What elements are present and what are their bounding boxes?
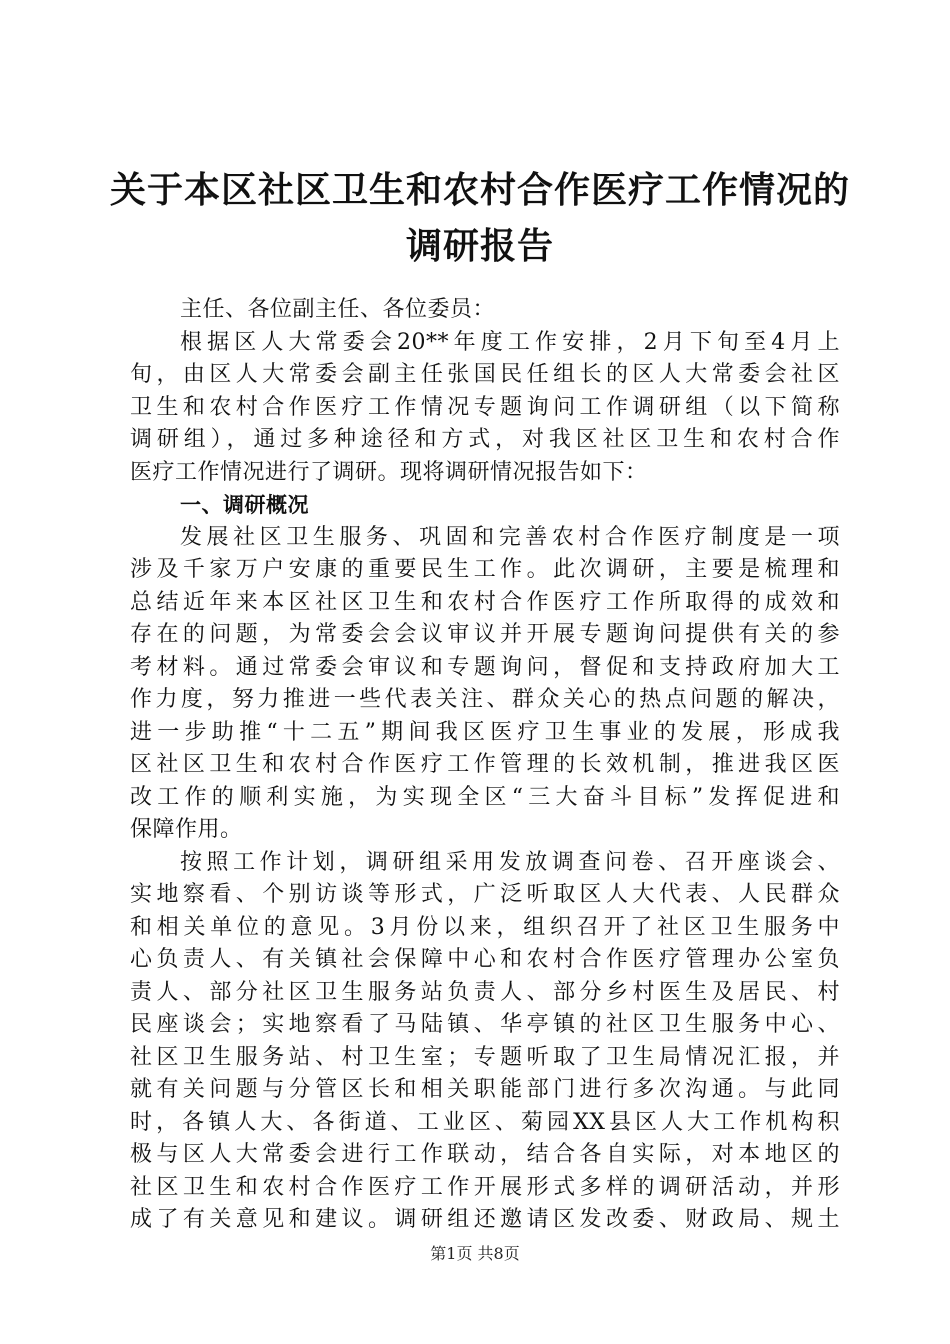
paragraph-line: 发展社区卫生服务、巩固和完善农村合作医疗制度是一项 [180,524,840,550]
paragraph-line: 实地察看、个别访谈等形式，广泛听取区人大代表、人民群众 [130,882,840,907]
paragraph-line: 存在的问题，为常委会会议审议并开展专题询问提供有关的参 [130,622,840,647]
paragraph-line: 根据区人大常委会20**年度工作安排，2月下旬至4月上 [180,329,840,355]
paragraph-line: 民座谈会；实地察看了马陆镇、华亭镇的社区卫生服务中心、 [130,1012,840,1037]
paragraph-line: 责人、部分社区卫生服务站负责人、部分乡村医生及居民、村 [130,979,840,1005]
paragraph-line: 时，各镇人大、各街道、工业区、菊园XX县区人大工作机构积 [130,1109,840,1135]
paragraph-line: 作力度，努力推进一些代表关注、群众关心的热点问题的解决， [130,687,840,712]
paragraph-line: 区社区卫生和农村合作医疗工作管理的长效机制，推进我区医 [130,752,840,777]
section-heading: 一、调研概况 [180,493,309,517]
page-footer: 第1页 共8页 [430,1244,520,1263]
paragraph-line: 和相关单位的意见。3月份以来，组织召开了社区卫生服务中 [130,914,840,940]
paragraph-line: 考材料。通过常委会审议和专题询问，督促和支持政府加大工 [130,654,840,680]
paragraph-line: 涉及千家万户安康的重要民生工作。此次调研，主要是梳理和 [130,557,840,582]
paragraph-line: 成了有关意见和建议。调研组还邀请区发改委、财政局、规土 [130,1207,840,1232]
paragraph-line: 社区卫生和农村合作医疗工作开展形式多样的调研活动，并形 [130,1174,840,1200]
paragraph-line: 卫生和农村合作医疗工作情况专题询问工作调研组（以下简称 [130,394,840,420]
document-title-line-2: 调研报告 [405,225,554,267]
document-title-line-1: 关于本区社区卫生和农村合作医疗工作情况的 [110,169,851,211]
paragraph-line: 心负责人、有关镇社会保障中心和农村合作医疗管理办公室负 [130,947,840,972]
salutation: 主任、各位副主任、各位委员： [180,297,496,322]
paragraph-line: 进一步助推“十二五”期间我区医疗卫生事业的发展，形成我 [130,719,840,745]
paragraph-line: 就有关问题与分管区长和相关职能部门进行多次沟通。与此同 [130,1077,840,1102]
paragraph-line: 调研组），通过多种途径和方式，对我区社区卫生和农村合作 [130,427,840,452]
paragraph-line: 按照工作计划，调研组采用发放调查问卷、召开座谈会、 [180,849,840,875]
paragraph-line: 医疗工作情况进行了调研。现将调研情况报告如下： [130,459,648,485]
document-body [130,294,840,1237]
paragraph-line: 保障作用。 [130,817,243,842]
paragraph-line: 总结近年来本区社区卫生和农村合作医疗工作所取得的成效和 [130,589,840,615]
paragraph-line: 改工作的顺利实施，为实现全区“三大奋斗目标”发挥促进和 [130,784,840,810]
paragraph-line: 社区卫生服务站、村卫生室；专题听取了卫生局情况汇报，并 [130,1044,840,1070]
paragraph-line: 旬，由区人大常委会副主任张国民任组长的区人大常委会社区 [130,362,840,387]
paragraph-line: 极与区人大常委会进行工作联动，结合各自实际，对本地区的 [130,1142,840,1167]
